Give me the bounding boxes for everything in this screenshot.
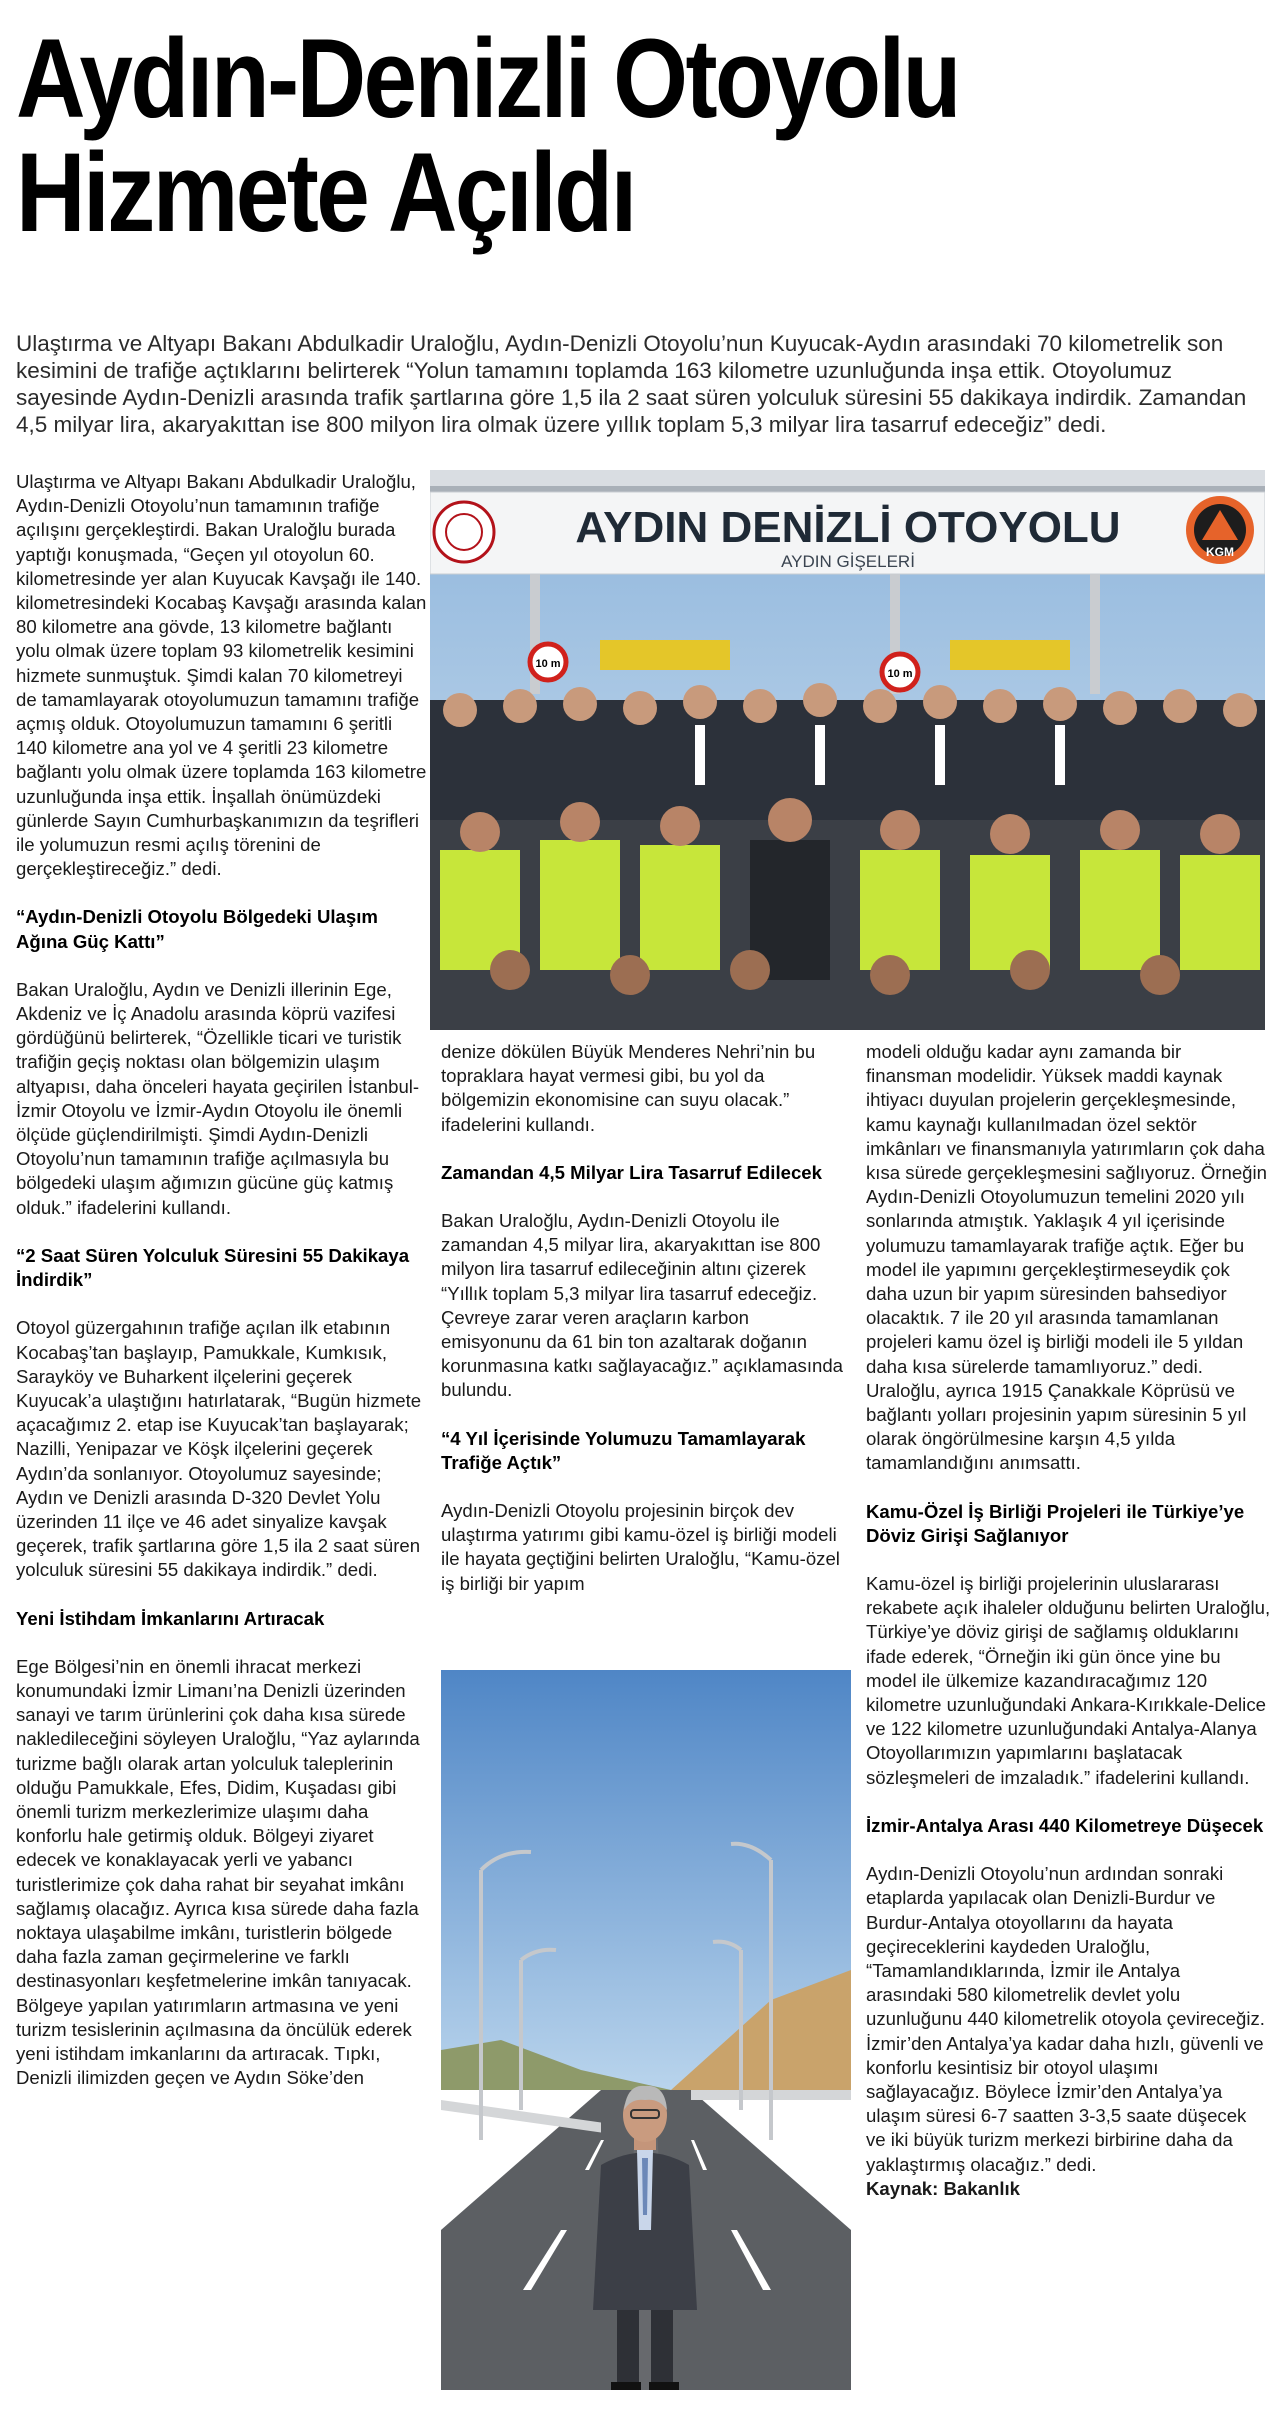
headline: Aydın-Denizli Otoyolu Hizmete Açıldı [16,16,959,255]
ceremony-photo-illustration [430,470,1265,1030]
paragraph: denize dökülen Büyük Menderes Nehri’nin bu topraklara hayat vermesi gibi, bu yol da bölgemizin ekonomisine can suyu olacak.” ifadelerini kullandı. [441,1041,816,1135]
crowd-back-row [430,683,1265,820]
minister-highway-photo [441,1670,851,2390]
lead-paragraph: Ulaştırma ve Altyapı Bakanı Abdulkadir Uraloğlu, Aydın-Denizli Otoyolu’nun Kuyucak-Aydın arasındaki 70 kilometrelik son kesimini de trafiğe açtıklarını belirterek “Yolun tamamını toplamda 163 kilometre uzunluğunda inşa ettik. Otoyolumuz sayesinde Aydın-Denizli arasında trafik şartlarına göre 1,5 ila 2 saat süren yolculuk süresini 55 dakikaya indirdik. Zamandan 4,5 milyar lira, akaryakıttan ise 800 milyon lira olmak üzere yıllık toplam 5,3 milyar lira tasarruf edeceğiz” dedi. [16,331,1247,437]
paragraph: Ulaştırma ve Altyapı Bakanı Abdulkadir Uraloğlu, Aydın-Denizli Otoyolu’nun tamamının trafiğe açılışını gerçekleştirdi. Bakan Uraloğlu burada yaptığı konuşmada, “Geçen yıl otoyolun 60. kilometresinde yer alan Kuyucak Kavşağı ile 140. kilometresindeki Kocabaş Kavşağı arasında kalan 80 kilometre ana gövde, 13 kilometre bağlantı yolu olmak üzere toplam 93 kilometrelik kesimini hizmete sunmuştuk. Şimdi kalan 70 kilometreyi de tamamlayarak otoyolumuzun tamamını trafiğe açmış olduk. Otoyolumuzun tamamını 6 şeritli 140 kilometre ana yol ve 4 şeritli 23 kilometre bağlantı yolu olmak üzere toplamda 163 kilometre uzunluğunda inşa ettik. İnşallah önümüzdeki günlerde Sayın Cumhurbaşkanımızın da teşrifleri ile yolumuzun resmi açılış törenini de gerçekleştireceğiz.” dedi. [16,471,427,880]
paragraph: Bakan Uraloğlu, Aydın-Denizli Otoyolu ile zamandan 4,5 milyar lira, akaryakıttan ise 800 milyon lira tasarruf edileceğinin altını çizerek “Yıllık toplam 5,3 milyar lira tasarruf edeceğiz. Çevreye zarar veren araçların karbon emisyonunu da 61 bin ton azaltarak doğanın korunmasına katkı sağlayacağız.” açıklamasında bulundu. [441,1210,844,1401]
paragraph: Aydın-Denizli Otoyolu projesinin birçok dev ulaştırma yatırımı gibi kamu-özel iş birliği modeli ile hayata geçtiğini belirten Uraloğlu, “Kamu-özel iş birliği bir yapım [441,1500,840,1594]
subheading: “Aydın-Denizli Otoyolu Bölgedeki Ulaşım Ağına Güç Kattı” [16,906,378,952]
article-column-1 [16,470,428,2114]
subheading: Kamu-Özel İş Birliği Projeleri ile Türkiye’ye Döviz Girişi Sağlanıyor [866,1500,1245,1546]
article-column-2 [441,1040,851,1620]
subheading: Zamandan 4,5 Milyar Lira Tasarruf Edilecek [441,1161,822,1183]
subheading: İzmir-Antalya Arası 440 Kilometreye Düşecek [866,1814,1264,1836]
sign-title: AYDIN DENİZLİ OTOYOLU [575,503,1121,552]
article-column-3 [866,1040,1271,2201]
height-limit-sign [530,644,566,680]
svg-text:KGM: KGM [1206,545,1234,559]
subheading: “2 Saat Süren Yolculuk Süresini 55 Dakikaya İndirdik” [16,1244,410,1291]
paragraph: Ege Bölgesi’nin en önemli ihracat merkezi konumundaki İzmir Limanı’na Denizli üzerinden sanayi ve tarım ürünlerini çok daha kısa sürede nakledileceğini söyleyen Uraloğlu, “Yaz aylarında turizme bağlı olarak artan yolculuk taleplerinin olduğu Pamukkale, Efes, Didim, Kuşadası gibi önemli turizm merkezlerimize ulaşımı daha konforlu hale getirmiş olduk. Bölgeyi ziyaret edecek ve konaklayacak yerli ve yabancı turistlerimize çok daha rahat bir seyahat imkânı sağlamış olacağız. Ayrıca kısa sürede daha fazla noktaya ulaşabilme imkânı, turistlerin bölgede daha fazla zaman geçirmelerine ve farklı destinasyonları keşfetmelerine imkân tanıyacak. Bölgeye yapılan yatırımların artmasına ve yeni turizm tesislerinin açılmasına da öncülük ederek yeni istihdam imkanlarını da artıracak. Tıpkı, Denizli ilimizden geçen ve Aydın Söke’den [16,1655,420,2089]
kgm-logo-icon [1186,496,1254,564]
svg-text:10 m: 10 m [887,668,913,680]
ceremony-group-photo [430,470,1265,1030]
paragraph: Otoyol güzergahının trafiğe açılan ilk etabının Kocabaş’tan başlayıp, Pamukkale, Kumkısık, Sarayköy ve Buharkent ilçelerini geçerek Kuyucak’a ulaştığını hatırlatarak, “Bugün hizmete açacağımız 2. etap ise Kuyucak’tan başlayarak; Nazilli, Yenipazar ve Köşk ilçelerini geçerek Aydın’da sonlanıyor. Otoyolumuz sayesinde; Aydın ve Denizli arasında D-320 Devlet Yolu üzerinden 11 ilçe ve 46 adet sinyalize kavşak geçerek, trafik şartlarına göre 1,5 ila 2 saat süren yolculuk süresini 55 dakikaya indirdik.” dedi. [16,1317,422,1581]
paragraph: Kamu-özel iş birliği projelerinin uluslararası rekabete açık ihaleler olduğunu belirten Uraloğlu, Türkiye’ye döviz girişi de sağlamış olduklarını ifade ederek, “Örneğin iki gün önce yine bu model ile ülkemize kazandıracağımız 120 kilometre uzunluğundaki Ankara-Kırıkkale-Delice ve 122 kilometre uzunluğundaki Antalya-Alanya Otoyollarımızın yapımlarını başlatacak sözleşmeleri de imzaladık.” ifadelerini kullandı. [866,1573,1271,1788]
highway-photo-illustration [441,1670,851,2390]
svg-text:10 m: 10 m [535,658,561,670]
paragraph: Bakan Uraloğlu, Aydın ve Denizli illerinin Ege, Akdeniz ve İç Anadolu arasında köprü vazifesi gördüğünü belirterek, “Özellikle ticari ve turistik trafiğin geçiş noktası olan bölgemizin ulaşım altyapısı, daha önceleri hayata geçirilen İstanbul-İzmir Otoyolu ve İzmir-Aydın Otoyolu ile önemli ölçüde güçlendirilmişti. Şimdi Aydın-Denizli Otoyolu’nun tamamının trafiğe açılmasıyla bu bölgedeki ulaşım ağımızın gücüne güç katmış olduk.” ifadelerini kullandı. [16,978,420,1218]
subheading: “4 Yıl İçerisinde Yolumuzu Tamamlayarak Trafiğe Açtık” [441,1427,806,1473]
source-credit: Kaynak: Bakanlık [866,2177,1020,2199]
height-limit-sign [882,654,918,690]
paragraph: Aydın-Denizli Otoyolu’nun ardından sonraki etaplarda yapılacak olan Denizli-Burdur ve Burdur-Antalya otoyollarını da hayata geçireceklerini kaydeden Uraloğlu, “Tamamlandıklarında, İzmir ile Antalya arasındaki 580 kilometrelik devlet yolu uzunluğunu 440 kilometrelik otoyola çevireceğiz. İzmir’den Antalya’ya kadar daha hızlı, güvenli ve konforlu kesintisiz bir otoyol ulaşımı sağlayacağız. Böylece İzmir’den Antalya’ya ulaşım süresi 6-7 saatten 3-3,5 saate düşecek ve iki büyük turizm merkezi birbirine daha da yaklaştırmış olacağız.” dedi. [866,1863,1265,2175]
sign-subtitle: AYDIN GİŞELERİ [781,552,915,571]
ministry-logo-icon [434,502,494,562]
crowd-front-rows [430,798,1265,1030]
subheading: Yeni İstihdam İmkanlarını Artıracak [16,1607,325,1629]
paragraph: modeli olduğu kadar aynı zamanda bir finansman modelidir. Yüksek maddi kaynak ihtiyacı duyulan projelerin gerçekleşmesinde, kamu kaynağı kullanılmadan özel sektör imkânları ve finansmanıyla yatırımların çok daha kısa sürede gerçekleşmesini sağlıyoruz. Örneğin Aydın-Denizli Otoyolumuzun temelini 2020 yılı sonlarında atmıştık. Yaklaşık 4 yıl içerisinde yolumuzu tamamlayarak trafiğe açtık. Eğer bu model ile yapımını gerçekleştirmeseydik çok daha uzun bir yapım süresinden bahsediyor olacaktık. 7 ile 20 yıl arasında tamamlanan projeleri kamu özel iş birliği modeli ile 5 yıldan daha kısa sürelerde tamamlıyoruz.” dedi. Uraloğlu, ayrıca 1915 Çanakkale Köprüsü ve bağlantı yolları projesinin yapım süresinin 5 yıl olarak öngörülmesine karşın 4,5 yılda tamamlandığını anımsattı. [866,1041,1267,1474]
